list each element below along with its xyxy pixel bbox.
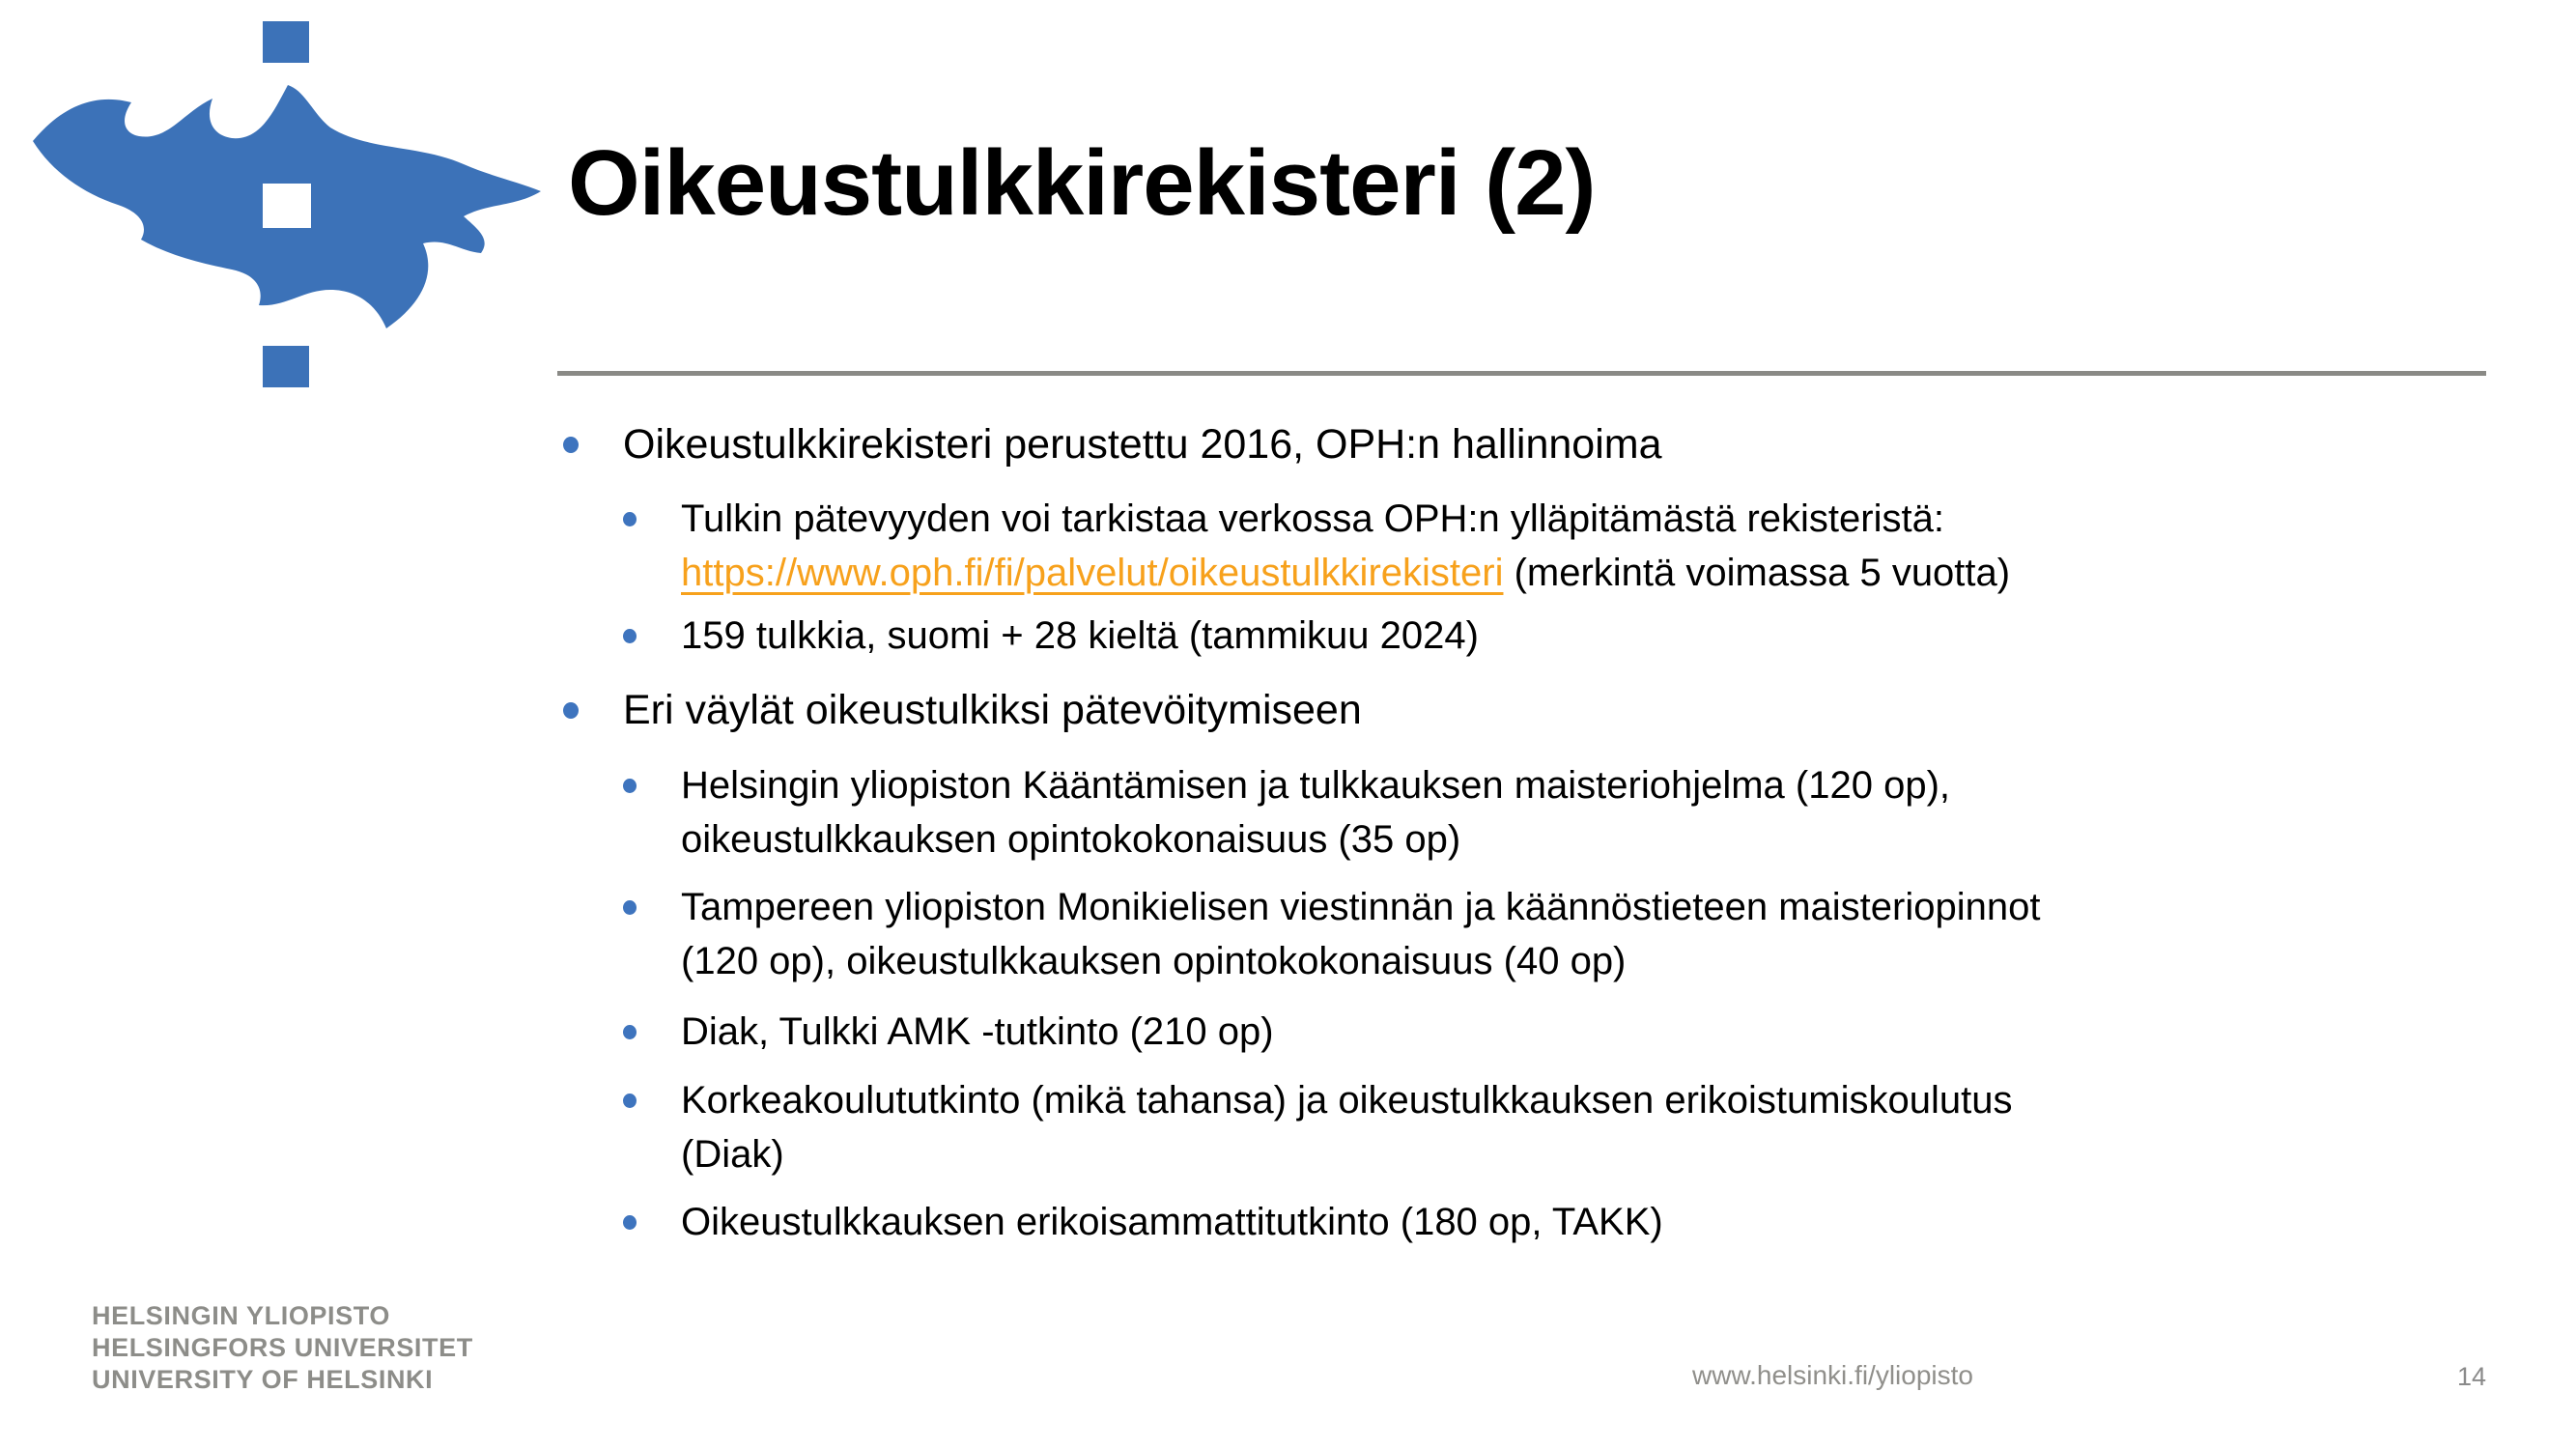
bullet-text: Oikeustulkkauksen erikoisammattitutkinto (180 op, TAKK) [681, 1201, 1663, 1243]
bullet-item [557, 609, 2486, 663]
bullet-text: Diak, Tulkki AMK -tutkinto (210 op) [681, 1010, 1274, 1053]
bullet-item [557, 758, 2486, 867]
bullet-item [557, 683, 2486, 737]
bullet-dot-icon [623, 629, 637, 643]
bullet-text-line: (120 op), oikeustulkkauksen opintokokonaisuus (40 op) [681, 940, 1627, 982]
bullet-item [557, 1195, 2486, 1249]
bullet-item [557, 1073, 2486, 1181]
bullet-dot-icon [563, 437, 579, 453]
footer-url: www.helsinki.fi/yliopisto [1692, 1360, 1973, 1390]
bullet-text [681, 758, 2486, 867]
university-logo-flame-icon [27, 83, 543, 334]
link-suffix-text: (merkintä voimassa 5 vuotta) [1503, 552, 2011, 594]
university-wordmark [92, 1300, 473, 1396]
slide-page-number: 14 [2457, 1362, 2487, 1391]
bullet-text: 159 tulkkia, suomi + 28 kieltä (tammikuu 2024) [681, 614, 1479, 657]
bullet-dot-icon [563, 702, 579, 719]
bullet-dot-icon [623, 512, 637, 526]
logo-center-square-hole [263, 184, 311, 228]
bullet-dot-icon [623, 900, 637, 915]
wordmark-line-en: UNIVERSITY OF HELSINKI [92, 1365, 434, 1394]
register-hyperlink[interactable]: https://www.oph.fi/fi/palvelut/oikeustulkkirekisteri [681, 552, 1504, 594]
bullet-text: Eri väylät oikeustulkiksi pätevöitymiseen [623, 687, 1362, 733]
bullet-text [681, 1073, 2486, 1181]
bullet-text [681, 492, 2486, 600]
bullet-text-line: Tampereen yliopiston Monikielisen viestinnän ja käännöstieteen maisteriopinnot [681, 886, 2041, 928]
bullet-item [557, 1005, 2486, 1059]
bullet-text: Oikeustulkkirekisteri perustettu 2016, OPH:n hallinnoima [623, 421, 1662, 468]
title-divider-line [557, 371, 2486, 376]
bullet-item [557, 492, 2486, 600]
wordmark-line-sv: HELSINGFORS UNIVERSITET [92, 1333, 473, 1362]
logo-bottom-square [263, 346, 309, 387]
bullet-text-line: Tulkin pätevyyden voi tarkistaa verkossa OPH:n ylläpitämästä rekisteristä: [681, 497, 1944, 540]
bullet-dot-icon [623, 1025, 637, 1039]
bullet-dot-icon [623, 779, 637, 793]
bullet-dot-icon [623, 1215, 637, 1230]
bullet-text [681, 880, 2486, 988]
logo-top-square [263, 21, 309, 63]
bullet-text-line: Helsingin yliopiston Kääntämisen ja tulkkauksen maisteriohjelma (120 op), [681, 764, 1951, 807]
bullet-text-line: oikeustulkkauksen opintokokonaisuus (35 op) [681, 818, 1461, 861]
bullet-text-line: Korkeakoulututkinto (mikä tahansa) ja oikeustulkkauksen erikoistumiskoulutus [681, 1079, 2013, 1122]
bullet-item [557, 417, 2486, 471]
bullet-item [557, 880, 2486, 988]
bullet-dot-icon [623, 1094, 637, 1108]
wordmark-line-fi: HELSINGIN YLIOPISTO [92, 1301, 390, 1330]
bullet-text-line: (Diak) [681, 1133, 784, 1176]
page-title: Oikeustulkkirekisteri (2) [568, 131, 1596, 235]
